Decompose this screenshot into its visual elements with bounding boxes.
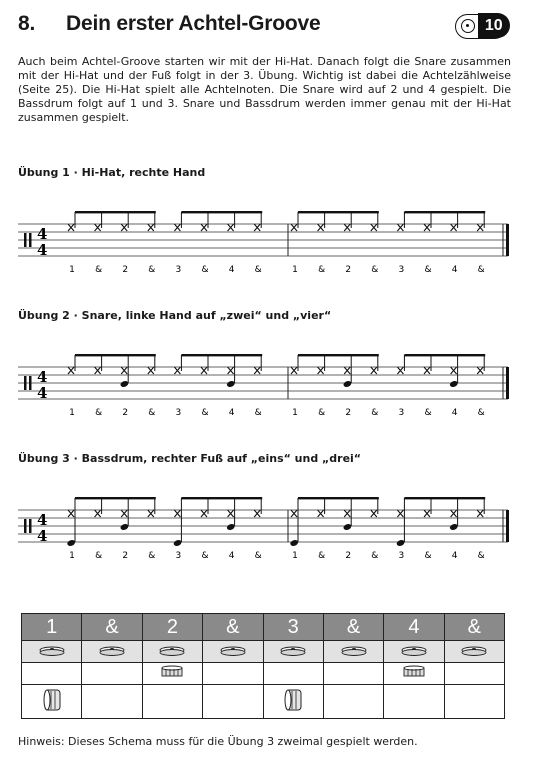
grid-hihat-cell	[203, 641, 263, 663]
hihat-note	[201, 224, 207, 231]
grid-snare-cell	[22, 663, 82, 685]
hihat-note	[68, 224, 74, 231]
grid-header-cell: 2	[142, 614, 202, 641]
percussion-clef	[24, 519, 27, 533]
exercise-3-staff	[18, 491, 518, 571]
count-label: &	[424, 265, 432, 275]
hihat-note	[397, 367, 403, 374]
hihat-note	[291, 224, 297, 231]
count-label: 4	[228, 265, 235, 275]
grid-snare-cell	[142, 663, 202, 685]
percussion-clef	[29, 233, 32, 247]
time-signature-bottom: 4	[37, 241, 48, 259]
grid-hihat-cell	[22, 641, 82, 663]
exercise-3-title: Übung 3 · Bassdrum, rechter Fuß auf „eins“ und „drei“	[18, 452, 362, 465]
count-label: &	[477, 265, 485, 275]
exercise-2-title: Übung 2 · Snare, linke Hand auf „zwei“ und „vier“	[18, 309, 332, 322]
hihat-note	[344, 224, 350, 231]
count-label: 3	[175, 551, 182, 561]
count-label: &	[148, 265, 156, 275]
count-label: &	[254, 265, 262, 275]
count-label: &	[254, 408, 262, 418]
grid-bass-cell	[444, 685, 504, 719]
footnote: Hinweis: Dieses Schema muss für die Übung 3 zweimal gespielt werden.	[18, 735, 418, 748]
hihat-note	[201, 367, 207, 374]
count-label: &	[477, 551, 485, 561]
final-barline-thick	[506, 367, 509, 399]
grid-hihat-cell	[384, 641, 444, 663]
grid-bass-cell	[22, 685, 82, 719]
hihat-cymbal-icon	[219, 645, 247, 657]
percussion-clef	[24, 233, 27, 247]
grid-snare-cell	[203, 663, 263, 685]
hihat-cymbal-icon	[400, 645, 428, 657]
beam	[404, 497, 485, 499]
hihat-cymbal-icon	[340, 645, 368, 657]
count-label: &	[424, 408, 432, 418]
grid-bass-cell	[323, 685, 383, 719]
count-label: 4	[451, 551, 458, 561]
count-label: &	[201, 265, 209, 275]
time-signature-top: 4	[37, 511, 48, 529]
hihat-note	[148, 224, 154, 231]
count-label: &	[477, 408, 485, 418]
count-label: &	[148, 551, 156, 561]
snare-drum-icon	[159, 665, 185, 679]
hihat-note	[424, 367, 430, 374]
beam	[298, 354, 379, 356]
hihat-note	[344, 510, 350, 517]
hihat-note	[121, 367, 127, 374]
final-barline-thick	[506, 510, 509, 542]
hihat-note	[68, 510, 74, 517]
bass-drum-icon	[282, 687, 304, 713]
grid-header-cell: 4	[384, 614, 444, 641]
count-label: 2	[122, 551, 129, 561]
beam	[75, 497, 156, 499]
count-label: &	[95, 551, 103, 561]
grid-bass-cell	[263, 685, 323, 719]
grid-snare-cell	[263, 663, 323, 685]
grid-header-cell: 3	[263, 614, 323, 641]
count-label: 4	[451, 408, 458, 418]
count-label: &	[424, 551, 432, 561]
chapter-title: Dein erster Achtel-Groove	[66, 12, 321, 35]
hihat-note	[318, 510, 324, 517]
hihat-note	[228, 367, 234, 374]
grid-header-cell: &	[203, 614, 263, 641]
percussion-clef	[29, 519, 32, 533]
count-label: 1	[292, 265, 298, 275]
count-label: &	[201, 408, 209, 418]
count-label: &	[371, 265, 379, 275]
grid-snare-cell	[384, 663, 444, 685]
grid-snare-cell	[444, 663, 504, 685]
hihat-note	[318, 367, 324, 374]
count-label: 2	[122, 265, 129, 275]
grid-bass-cell	[142, 685, 202, 719]
hihat-note	[121, 224, 127, 231]
count-label: &	[201, 551, 209, 561]
grid-header-cell: &	[444, 614, 504, 641]
grid-snare-cell	[82, 663, 142, 685]
hihat-note	[371, 367, 377, 374]
grid-header-cell: &	[323, 614, 383, 641]
bass-drum-icon	[41, 687, 63, 713]
groove-grid	[21, 613, 505, 719]
hihat-note	[95, 224, 101, 231]
time-signature-top: 4	[37, 368, 48, 386]
time-signature-bottom: 4	[37, 384, 48, 402]
hihat-cymbal-icon	[158, 645, 186, 657]
hihat-cymbal-icon	[460, 645, 488, 657]
count-label: &	[254, 551, 262, 561]
grid-hihat-cell	[444, 641, 504, 663]
hihat-note	[291, 367, 297, 374]
count-label: 3	[398, 408, 405, 418]
hihat-note	[424, 224, 430, 231]
hihat-note	[424, 510, 430, 517]
grid-snare-cell	[323, 663, 383, 685]
cd-track-badge	[455, 14, 507, 39]
grid-hihat-cell	[82, 641, 142, 663]
hihat-note	[451, 510, 457, 517]
hihat-note	[477, 510, 483, 517]
count-label: &	[95, 408, 103, 418]
page-heading	[18, 12, 320, 36]
hihat-note	[174, 367, 180, 374]
count-label: 1	[292, 408, 298, 418]
beam	[181, 211, 262, 213]
grid-header-cell: &	[82, 614, 142, 641]
beam	[75, 211, 156, 213]
hihat-note	[397, 510, 403, 517]
exercise-1-title: Übung 1 · Hi-Hat, rechte Hand	[18, 166, 206, 179]
hihat-note	[148, 510, 154, 517]
hihat-note	[228, 510, 234, 517]
snare-drum-icon	[401, 665, 427, 679]
grid-hihat-cell	[263, 641, 323, 663]
beam	[404, 211, 485, 213]
grid-bass-cell	[203, 685, 263, 719]
hihat-note	[201, 510, 207, 517]
beam	[181, 354, 262, 356]
count-label: &	[95, 265, 103, 275]
hihat-note	[451, 367, 457, 374]
hihat-note	[148, 367, 154, 374]
final-barline-thick	[506, 224, 509, 256]
count-label: 1	[69, 408, 75, 418]
hihat-note	[291, 510, 297, 517]
count-label: &	[148, 408, 156, 418]
grid-header-cell: 1	[22, 614, 82, 641]
hihat-note	[451, 224, 457, 231]
count-label: 1	[69, 265, 75, 275]
beam	[404, 354, 485, 356]
grid-bass-cell	[82, 685, 142, 719]
beam	[75, 354, 156, 356]
count-label: 3	[398, 265, 405, 275]
grid-hihat-cell	[142, 641, 202, 663]
cd-track-number: 10	[478, 13, 510, 38]
beam	[181, 497, 262, 499]
exercise-1-staff	[18, 205, 518, 285]
beam	[298, 497, 379, 499]
count-label: 3	[175, 265, 182, 275]
count-label: 2	[345, 408, 352, 418]
hihat-note	[228, 224, 234, 231]
count-label: &	[318, 551, 326, 561]
count-label: 2	[345, 265, 352, 275]
time-signature-top: 4	[37, 225, 48, 243]
time-signature-bottom: 4	[37, 527, 48, 545]
hihat-note	[95, 510, 101, 517]
percussion-clef	[29, 376, 32, 390]
count-label: 4	[451, 265, 458, 275]
hihat-cymbal-icon	[98, 645, 126, 657]
hihat-note	[95, 367, 101, 374]
hihat-note	[254, 367, 260, 374]
hihat-note	[344, 367, 350, 374]
exercise-2-staff	[18, 348, 518, 428]
count-label: 4	[228, 408, 235, 418]
hihat-note	[371, 510, 377, 517]
count-label: &	[318, 408, 326, 418]
count-label: 3	[398, 551, 405, 561]
count-label: 2	[122, 408, 129, 418]
count-label: 4	[228, 551, 235, 561]
hihat-note	[254, 510, 260, 517]
hihat-cymbal-icon	[38, 645, 66, 657]
grid-bass-cell	[384, 685, 444, 719]
count-label: 1	[69, 551, 75, 561]
hihat-note	[68, 367, 74, 374]
beam	[298, 211, 379, 213]
hihat-note	[174, 224, 180, 231]
count-label: &	[371, 551, 379, 561]
cd-icon	[461, 19, 475, 33]
hihat-note	[397, 224, 403, 231]
hihat-note	[254, 224, 260, 231]
hihat-note	[477, 224, 483, 231]
hihat-note	[121, 510, 127, 517]
percussion-clef	[24, 376, 27, 390]
count-label: 2	[345, 551, 352, 561]
hihat-note	[318, 224, 324, 231]
hihat-note	[371, 224, 377, 231]
chapter-number: 8.	[18, 12, 36, 35]
grid-hihat-cell	[323, 641, 383, 663]
intro-paragraph: Auch beim Achtel-Groove starten wir mit der Hi-Hat. Danach folgt die Snare zusammen mit der Hi-Hat und der Fuß folgt in der 3. Übung. Wichtig ist dabei die Achtelzählweise (Seite 25). Die Hi-Hat spielt alle Achtelnoten. Die Snare wird auf 2 und 4 gespielt. Die Bassdrum folgt auf 1 und 3. Snare und Bassdrum werden immer genau mit der Hi-Hat zusammen gespielt.	[18, 55, 511, 124]
hihat-note	[477, 367, 483, 374]
count-label: &	[371, 408, 379, 418]
count-label: &	[318, 265, 326, 275]
hihat-cymbal-icon	[279, 645, 307, 657]
count-label: 3	[175, 408, 182, 418]
hihat-note	[174, 510, 180, 517]
count-label: 1	[292, 551, 298, 561]
